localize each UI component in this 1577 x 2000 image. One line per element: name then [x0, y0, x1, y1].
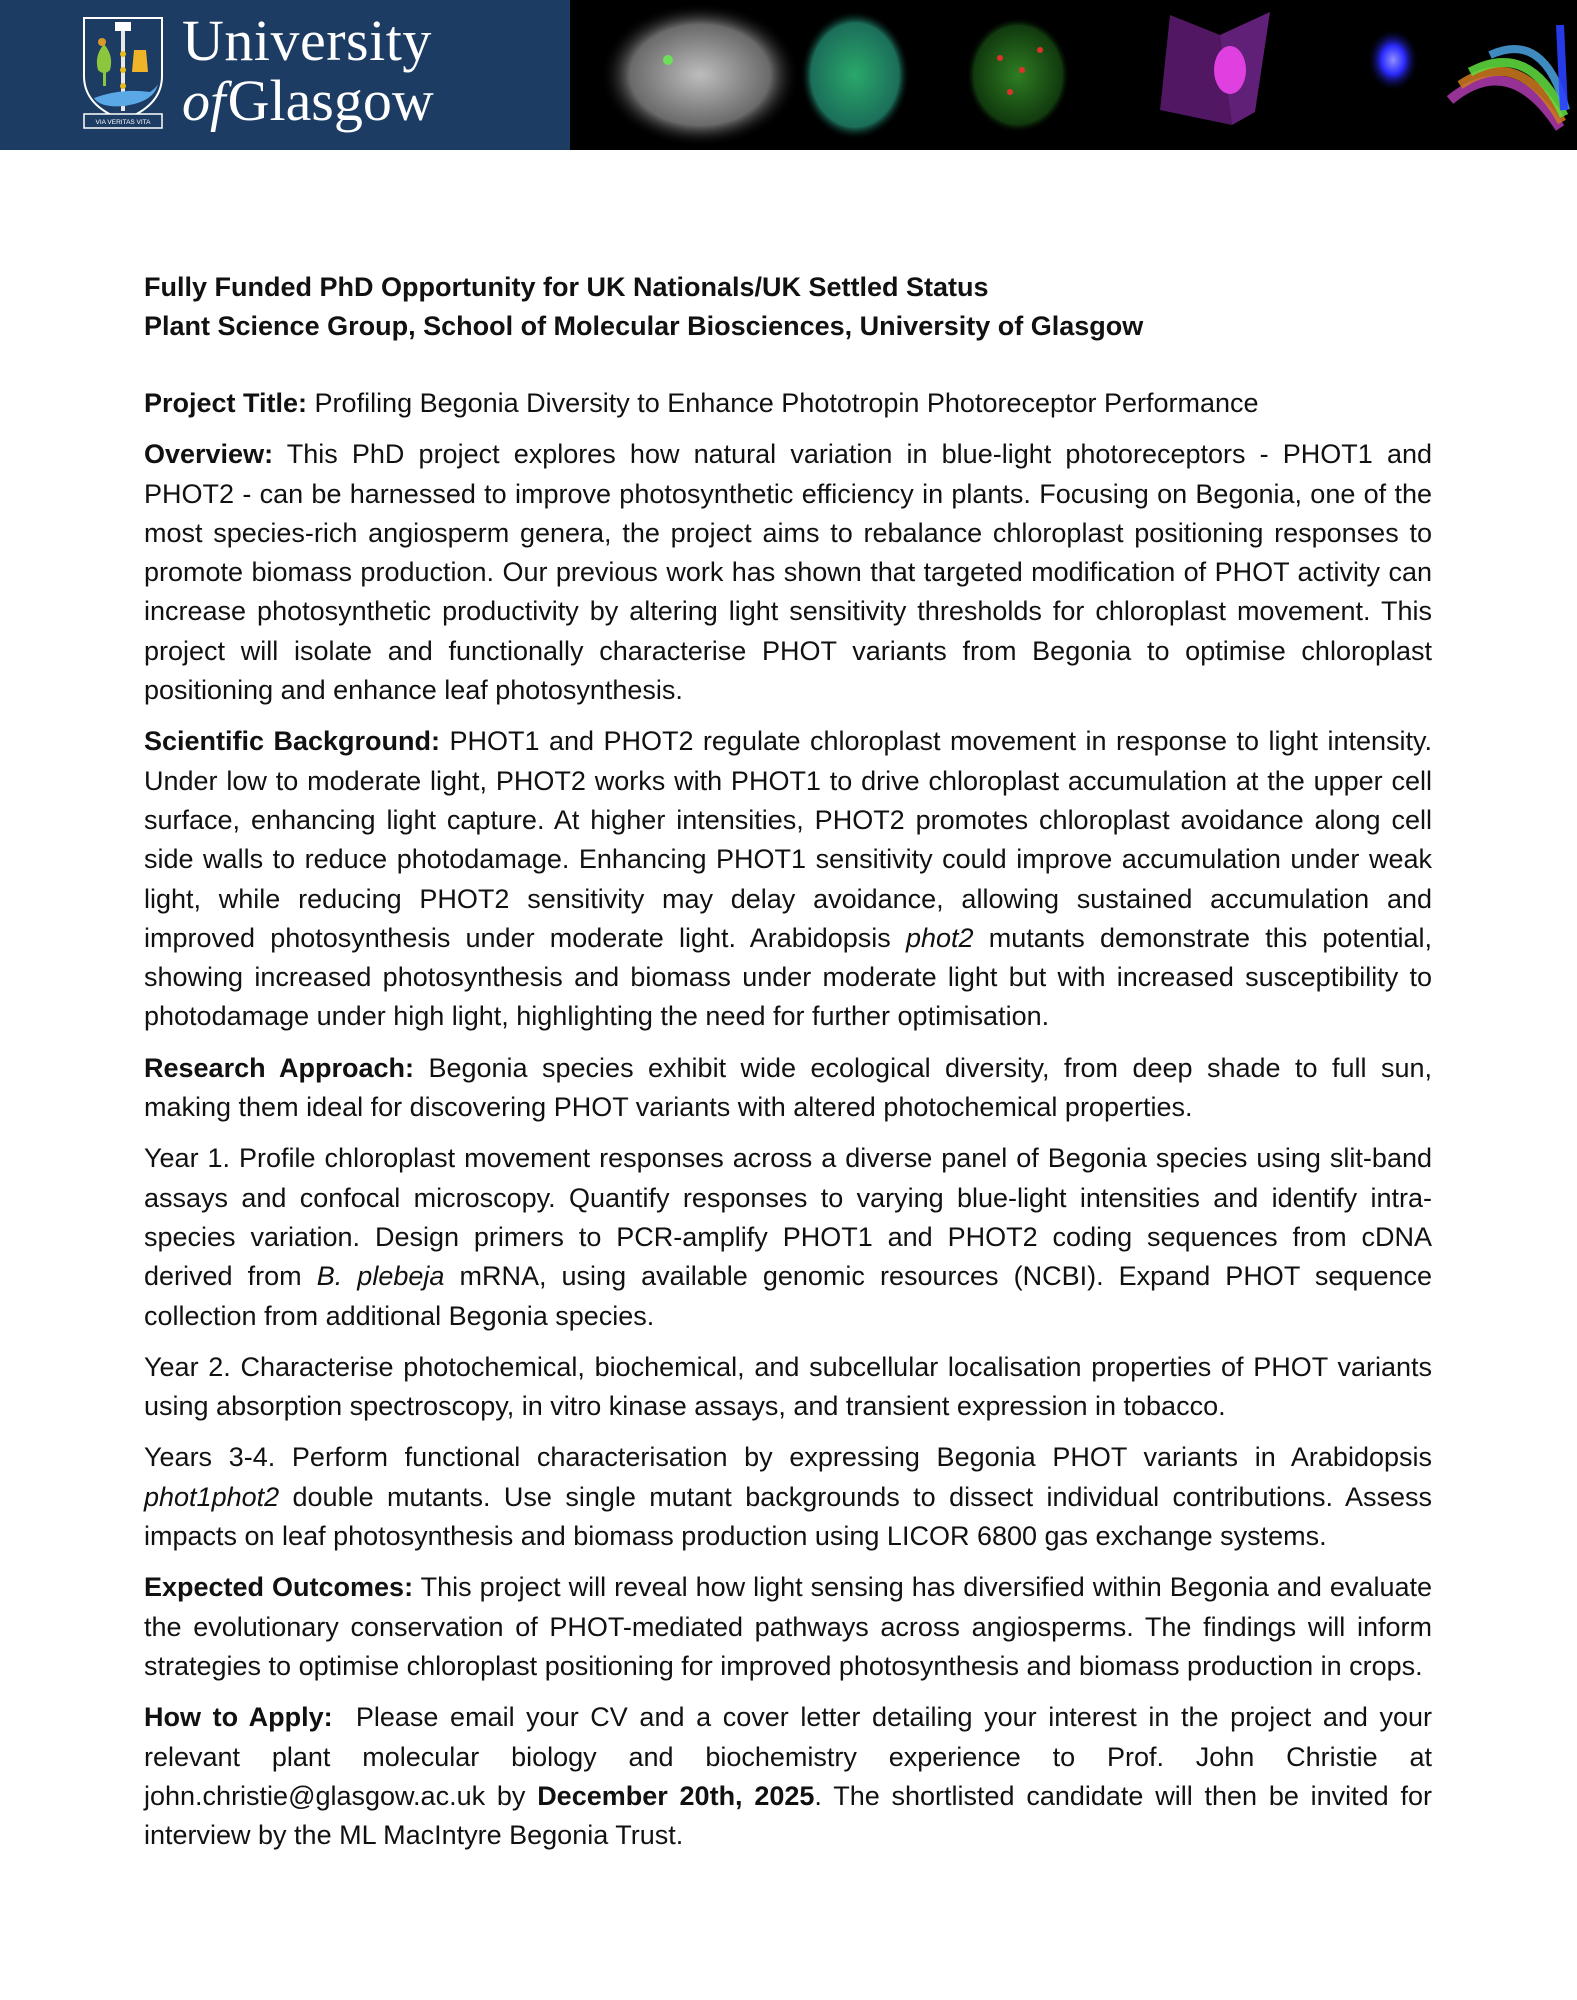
outcomes-section — [144, 1568, 1432, 1686]
project-title — [144, 384, 1432, 423]
university-logo — [0, 0, 570, 150]
microscopy-image-leaf — [600, 3, 800, 147]
year1-text-b: mRNA, using available genomic resources (NCBI). Expand PHOT sequence collection from additional Begonia species. — [144, 1261, 1432, 1331]
project-title-text: Profiling Begonia Diversity to Enhance Phototropin Photoreceptor Performance — [307, 388, 1259, 418]
wordmark-line1: University — [182, 8, 432, 73]
apply-label: How to Apply: — [144, 1702, 333, 1733]
background-text-a: PHOT1 and PHOT2 regulate chloroplast movement in response to light intensity. Under low to moderate light, PHOT2 works with PHOT1 to drive chloroplast accumulation at the upper cell surface, enhancing light capture. At higher intensities, PHOT2 promotes chloroplast avoidance along cell side walls to reduce photodamage. Enhancing PHOT1 sensitivity could improve accumulation under weak light, while reducing PHOT2 sensitivity may delay avoidance, allowing sustained accumulation and improved photosynthesis under moderate light. Arabidopsis — [144, 726, 1432, 953]
approach-text: Begonia species exhibit wide ecological diversity, from deep shade to full sun, making them ideal for discovering PHOT variants with altered photochemical properties. — [144, 1052, 1432, 1123]
background-section — [144, 722, 1432, 1036]
wordmark-glasgow: Glasgow — [227, 68, 434, 133]
year1-section — [144, 1139, 1432, 1335]
year1-italic-species: B. plebeja — [316, 1261, 445, 1292]
university-wordmark — [182, 6, 434, 133]
overview-label: Overview: — [144, 439, 274, 470]
motto: VIA VERITAS VITA — [95, 119, 151, 126]
project-title-label: Project Title: — [144, 388, 308, 418]
apply-text-c: . The shortlisted candidate will then be invited for interview by the ML MacIntyre Begonia Trust. — [144, 1780, 1432, 1851]
background-italic-gene: phot2 — [905, 922, 974, 953]
microscopy-image-stomata — [1160, 12, 1270, 125]
document-body — [144, 268, 1440, 1867]
year34-text-a: Years 3-4. Perform functional characterisation by expressing Begonia PHOT variants in Arabidopsis — [144, 1442, 1432, 1473]
overview-section — [144, 435, 1432, 710]
background-label: Scientific Background: — [144, 726, 441, 757]
year34-text-b: double mutants. Use single mutant backgrounds to dissect individual contributions. Assess impacts on leaf photosynthesis and biomass production using LICOR 6800 gas exchange systems. — [144, 1481, 1432, 1552]
overview-text: This PhD project explores how natural variation in blue-light photoreceptors - PHOT1 and PHOT2 - can be harnessed to improve photosynthetic efficiency in plants. Focusing on Begonia, one of the most species-rich angiosperm genera, the project aims to rebalance chloroplast positioning responses to promote biomass production. Our previous work has shown that targeted modification of PHOT activity can increase photosynthetic productivity by altering light sensitivity thresholds for chloroplast movement. This project will isolate and functionally characterise PHOT variants from Begonia to optimise chloroplast positioning and enhance leaf photosynthesis. — [144, 439, 1432, 706]
year1-text-a: Year 1. Profile chloroplast movement responses across a diverse panel of Begonia species using slit-band assays and confocal microscopy. Quantify responses to varying blue-light intensities and identify intra-species variation. Design primers to PCR-amplify PHOT1 and PHOT2 coding sequences from cDNA derived from — [144, 1143, 1432, 1292]
year2-section — [144, 1348, 1432, 1427]
outcomes-label: Expected Outcomes: — [144, 1572, 414, 1603]
year34-section — [144, 1438, 1432, 1556]
microscopy-image-rainbow — [1450, 25, 1566, 128]
header-banner — [0, 0, 1577, 150]
microscopy-image-nucleus — [1367, 28, 1419, 92]
outcomes-text: This project will reveal how light sensing has diversified within Begonia and evaluate the evolutionary conservation of PHOT-mediated pathways across angiosperms. The findings will inform strategies to optimise chloroplast positioning for improved photosynthesis and biomass production in crops. — [144, 1572, 1432, 1681]
application-deadline: December 20th, 2025 — [537, 1780, 815, 1811]
apply-text-b: by — [485, 1780, 538, 1811]
apply-text-a: Please email your CV and a cover letter detailing your interest in the project and your relevant plant molecular biology and biochemistry experience to Prof. John Christie at — [144, 1702, 1440, 1772]
apply-section — [144, 1698, 1440, 1855]
microscopy-imagery — [570, 0, 1577, 150]
content — [144, 384, 1440, 1855]
approach-label: Research Approach: — [144, 1052, 415, 1083]
contact-email[interactable]: john.christie@glasgow.ac.uk — [144, 1780, 486, 1811]
microscopy-image-tissue — [966, 17, 1070, 133]
year2-text: Year 2. Characterise photochemical, biochemical, and subcellular localisation properties of PHOT variants using absorption spectroscopy, in vitro kinase assays, and transient expression in tobacco. — [144, 1351, 1432, 1422]
microscopy-image-cells — [800, 10, 910, 140]
university-crest-icon — [80, 14, 166, 132]
heading-funding: Fully Funded PhD Opportunity for UK Nationals/UK Settled Status — [144, 272, 989, 302]
year34-italic-mutant: phot1phot2 — [144, 1481, 280, 1512]
approach-section — [144, 1049, 1432, 1128]
heading-group: Plant Science Group, School of Molecular Biosciences, University of Glasgow — [144, 311, 1144, 341]
background-text-b: mutants demonstrate this potential, showing increased photosynthesis and biomass under moderate light but with increased susceptibility to photodamage under high light, highlighting the need for further optimisation. — [144, 922, 1432, 1032]
wordmark-of: of — [182, 71, 226, 133]
wordmark-line2 — [182, 68, 434, 133]
